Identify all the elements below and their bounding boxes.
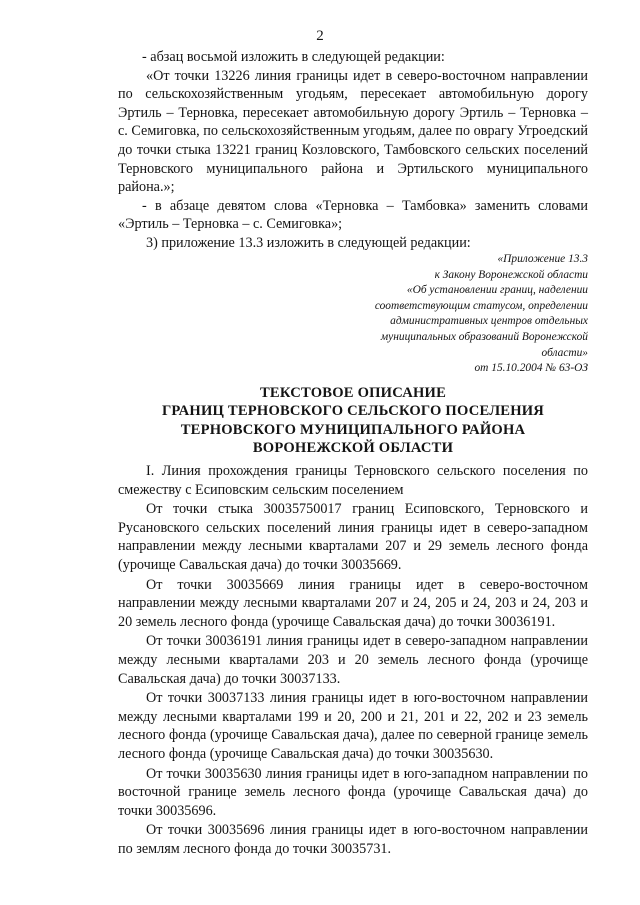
appendix-line: «Приложение 13.3 <box>497 253 588 265</box>
document-title <box>118 384 588 458</box>
amendment-paragraph: - в абзаце девятом слова «Терновка – Тамбовка» заменить словами «Эртиль – Терновка – с. Семиговка»; <box>118 197 588 233</box>
title-line: ТЕКСТОВОЕ ОПИСАНИЕ <box>259 385 447 401</box>
amendment-paragraph: «От точки 13226 линия границы идет в северо-восточном направлении по сельскохозяйственным угодьям, пересекает автомобильную дорогу Эртиль – Терновка, пересекает автомобильную дорогу Эртиль – Терновка – с. Семиговка, по сельскохозяйственным угодьям, далее по оврагу Угроедский до точки стыка 13221 границ Козловского, Тамбовского сельских поселений Терновского муниципального района и Эртильского муниципального района.»; <box>118 67 588 196</box>
title-line: ГРАНИЦ ТЕРНОВСКОГО СЕЛЬСКОГО ПОСЕЛЕНИЯ <box>161 403 545 420</box>
title-line: ВОРОНЕЖСКОЙ ОБЛАСТИ <box>252 440 454 457</box>
page-number: 2 <box>316 28 324 44</box>
amendment-paragraph: - абзац восьмой изложить в следующей редакции: <box>142 49 445 65</box>
section-paragraph: От точки 30035669 линия границы идет в северо-восточном направлении между лесными кварталами 207 и 24, 205 и 24, 203 и 24, 203 и 20 земель лесного фонда (урочище Савальская дача) до точки 30036191. <box>118 576 588 630</box>
appendix-line: от 15.10.2004 № 63-ОЗ <box>474 362 588 375</box>
appendix-line: к Закону Воронежской области <box>434 268 588 281</box>
appendix-line: соответствующим статусом, определении <box>374 299 588 312</box>
section-block <box>118 462 588 859</box>
appendix-line: муниципальных образований Воронежской <box>380 330 588 343</box>
appendix-note <box>318 252 588 377</box>
section-paragraph: От точки стыка 30035750017 границ Есиповского, Терновского и Русановского сельских поселений линия границы идет в северо-западном направлении между лесными кварталами 207 и 29 земель лесного фонда (урочище Савальская дача) до точки 30035669. <box>118 501 588 573</box>
section-paragraph: От точки 30036191 линия границы идет в северо-западном направлении между лесными кварталами 203 и 20 земель лесного фонда (урочище Савальская дача) до точки 30037133. <box>118 633 588 687</box>
appendix-line: области» <box>541 346 588 359</box>
appendix-line: административных центров отдельных <box>390 315 588 328</box>
section-paragraph: От точки 30035630 линия границы идет в юго-западном направлении по восточной границе земель лесного фонда (урочище Савальская дача) до точки 30035696. <box>118 765 588 819</box>
title-line: ТЕРНОВСКОГО МУНИЦИПАЛЬНОГО РАЙОНА <box>180 421 526 438</box>
section-paragraph: От точки 30037133 линия границы идет в юго-восточном направлении между лесными кварталами 199 и 20, 200 и 21, 201 и 22, 202 и 23 земель лесного фонда (урочище Савальская дача), далее по северной границе земель лесного фонда (урочище Савальская дача) до точки 30035630. <box>118 690 588 762</box>
section-paragraph: От точки 30035696 линия границы идет в юго-восточном направлении по землям лесного фонда до точки 30035731. <box>118 822 588 857</box>
section-heading: I. Линия прохождения границы Терновского сельского поселения по смежеству с Есиповским сельским поселением <box>118 463 588 498</box>
appendix-line: «Об установлении границ, наделении <box>406 284 588 297</box>
amendment-paragraph: 3) приложение 13.3 изложить в следующей редакции: <box>146 234 471 251</box>
amendments-block <box>118 48 588 253</box>
